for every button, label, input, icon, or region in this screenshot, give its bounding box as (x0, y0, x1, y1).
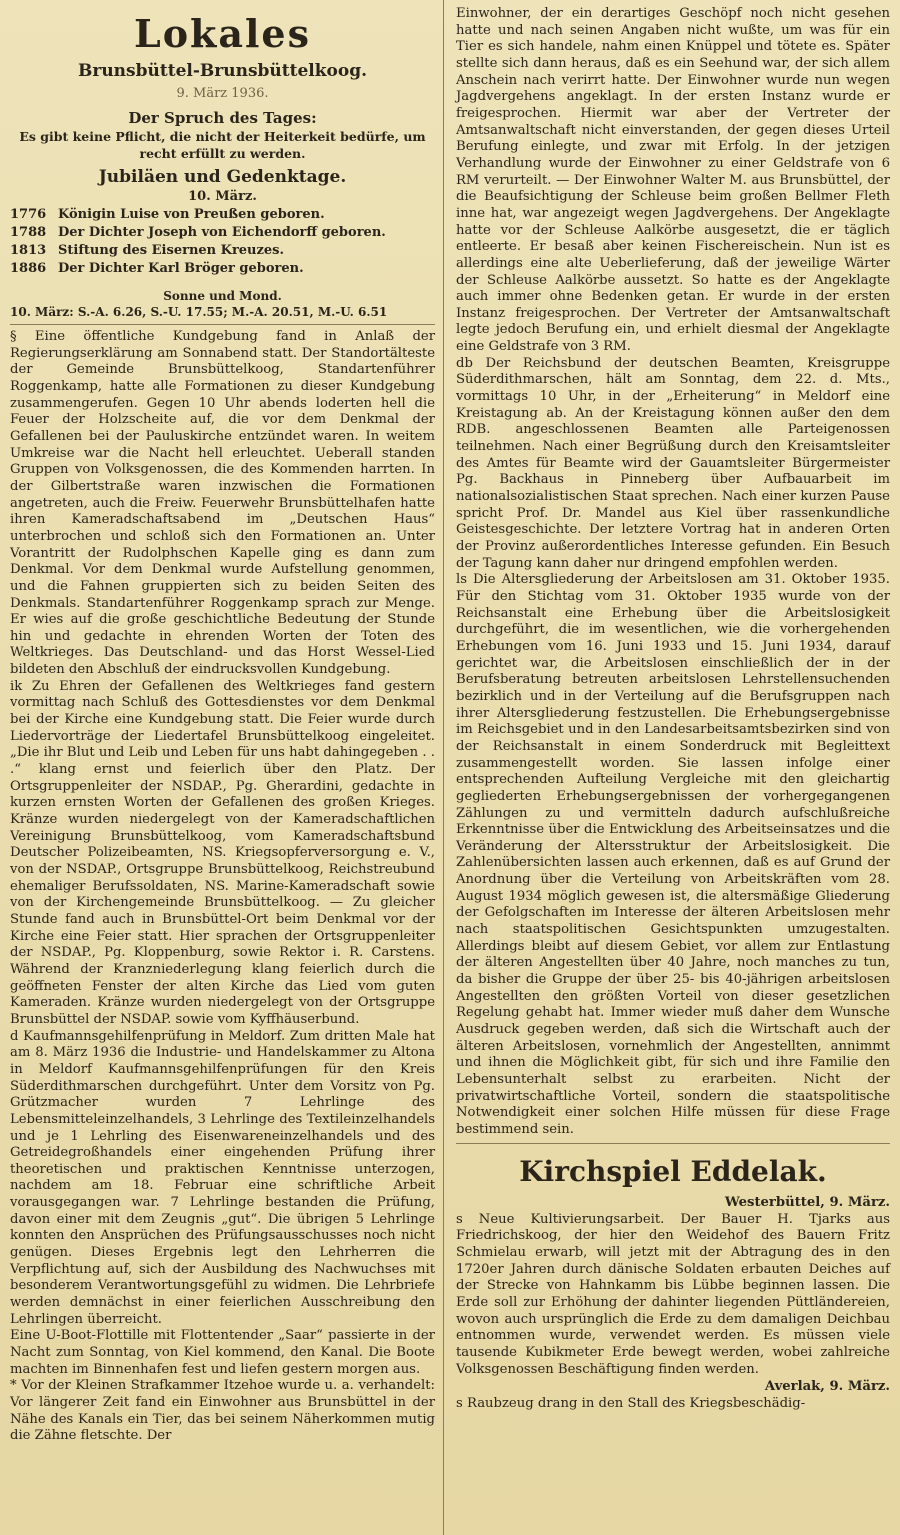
article-paragraph: Eine U-Boot-Flottille mit Flottentender „Saar“ passierte in der Nacht zum Sonntag, von Kiel kommend, den Kanal. Die Boote machten im Binnenhafen fest und liefen gestern morgen aus. (10, 1328, 435, 1377)
article-paragraph: db Der Reichsbund der deutschen Beamten, Kreisgruppe Süderdithmarschen, hält am Sonntag, dem 22. d. Mts., vormittags 10 Uhr, in der „Erheiterung“ in Meldorf eine Kreistagung ab. An der Kreistagung können außer den dem RDB. angeschlossenen Beamten alle Parteigenossen teilnehmen. Nach einer Begrüßung durch den Kreisamtsleiter des Amtes für Beamte wird der Gauamtsleiter Bürgermeister Pg. Backhaus in Pinneberg über Aufbauarbeit im nationalsozialistischen Staat sprechen. Nach einer kurzen Pause spricht Prof. Dr. Mandel aus Kiel über rassenkundliche Geistesgeschichte. Der letztere Vortrag hat in anderen Orten der Provinz außerordentliches Interesse gefunden. Ein Besuch der Tagung kann daher nur dringend empfohlen werden. (456, 355, 890, 571)
section-masthead: Lokales (133, 11, 312, 56)
jubilaeum-text: Der Dichter Joseph von Eichendorff geboren. (58, 225, 386, 240)
spruch-title: Der Spruch des Tages: (128, 109, 317, 127)
eddelak-heading: Kirchspiel Eddelak. (456, 1143, 890, 1194)
jubilaeum-year: 1813 (10, 243, 47, 258)
sonne-mond-title: Sonne und Mond. (163, 289, 282, 303)
jubilaeum-year: 1788 (10, 225, 47, 240)
jubilaeum-text: Der Dichter Karl Bröger geboren. (58, 261, 304, 276)
jubilaeum-year: 1776 (10, 207, 47, 222)
article-paragraph: * Vor der Kleinen Strafkammer Itzehoe wurde u. a. verhandelt: Vor längerer Zeit fand ein Einwohner aus Brunsbüttel in der Nähe des Kanals ein Tier, das bei seinem Näherkommen mutig die Zähne fletschte. Der (10, 1378, 435, 1444)
article-paragraph: ls Die Altersgliederung der Arbeitslosen am 31. Oktober 1935. Für den Stichtag vom 31. Oktober 1935 wurde von der Reichsanstalt eine Erhebung über die Arbeitslosigkeit durchgeführt, die im wesentlichen, wie die vorhergehenden Erhebungen vom 16. Juni 1933 und 15. Juni 1934, darauf gerichtet war, die Arbeitslosen einschließlich der in der Berufsberatung betreuten arbeitslosen Lehrstellensuchenden bezirklich und in der Verteilung auf die Berufsgruppen nach ihrer Altersgliederung festzustellen. Die Erhebungsergebnisse im Reichsgebiet und in den Landesarbeitsamtsbezirken sind von der Reichsanstalt in einem Sonderdruck mit Begleittext zusammengestellt worden. Sie lassen infolge einer entsprechenden Aufteilung Vergleiche mit den gleichartig gegliederten Erhebungsergebnissen der vorhergegangenen Zählungen zu und vermitteln dadurch aufschlußreiche Erkenntnisse über die Entwicklung des Arbeitseinsatzes und die Veränderung der Altersstruktur der Arbeitslosigkeit. Die Zahlenübersichten lassen auch erkennen, daß es auf Grund der Anordnung über die Verteilung von Arbeitskräften vom 28. August 1934 möglich gewesen ist, die altersmäßige Gliederung der Gefolgschaften im Interesse der älteren Arbeitslosen mehr nach staatspolitischen Gesichtspunkten umzugestalten. Allerdings bleibt auf diesem Gebiet, vor allem zur Entlastung der älteren Angestellten über 40 Jahre, noch manches zu tun, da bisher die Gruppe der über 25- bis 40-jährigen arbeitslosen Angestellten den größten Vorteil von dieser gesetzlichen Regelung gehabt hat. Immer wieder muß daher dem Wunsche Ausdruck gegeben werden, daß sich die Wirtschaft auch der älteren Arbeitslosen, vornehmlich der Angestellten, annimmt und ihnen die Möglichkeit gibt, für sich und ihre Familie den Lebensunterhalt selbst zu erarbeiten. Nicht der privatwirtschaftliche Vorteil, sondern die staatspolitische Notwendigkeit einer solchen Hilfe müssen für diese Frage bestimmend sein. (456, 572, 890, 1137)
placeline-westerbuettel: Westerbüttel, 9. März. (724, 1194, 890, 1210)
article-paragraph: s Neue Kultivierungsarbeit. Der Bauer H. Tjarks aus Friedrichskoog, der hier den Weidehof des Bauern Fritz Schmielau erwarb, will jetzt mit der Abtragung des in den 1720er Jahren durch dänische Soldaten erbauten Deiches auf der Strecke von Hahnkamm bis Lübbe beginnen lassen. Die Erde soll zur Erhöhung der dahinter liegenden Püttländereien, wovon auch ursprünglich die Erde zu dem damaligen Deichbau entnommen wurde, verwendet werden. Es müssen viele tausende Kubikmeter Erde bewegt werden, wobei zahlreiche Volksgenossen Beschäftigung finden werden. (456, 1211, 890, 1377)
jubilaeum-text: Königin Luise von Preußen geboren. (58, 207, 325, 222)
jubilaeum-entry (10, 206, 435, 224)
jubilaeum-year: 1886 (10, 261, 47, 276)
spruch-text: Es gibt keine Pflicht, die nicht der Heiterkeit bedürfe, um recht erfüllt zu werden. (19, 129, 426, 161)
jubilaeen-title: Jubiläen und Gedenktage. (98, 167, 347, 187)
jubilaeen-date: 10. März. (188, 189, 257, 204)
section-subhead: Brunsbüttel-Brunsbüttelkoog. (78, 61, 367, 81)
article-paragraph: ik Zu Ehren der Gefallenen des Weltkrieges fand gestern vormittag nach Schluß des Gottesdienstes vor dem Denkmal bei der Kirche eine Kundgebung statt. Die Feier wurde durch Liedervorträge der Liedertafel Brunsbüttelkoog eingeleitet. „Die ihr Blut und Leib und Leben für uns habt dahingegeben . . .“ klang ernst und feierlich über den Platz. Der Ortsgruppenleiter der NSDAP., Pg. Gherardini, gedachte in kurzen ernsten Worten der Gefallenen des großen Krieges. Kränze wurden niedergelegt von der Kameradschaftlichen Vereinigung Brunsbüttelkoog, vom Kameradschaftsbund Deutscher Polizeibeamten, NS. Kriegsopferversorgung e. V., von der NSDAP., Ortsgruppe Brunsbüttelkoog, Reichstreubund ehemaliger Berufssoldaten, NS. Marine-Kameradschaft sowie von der Kirchengemeinde Brunsbüttelkoog. — Zu gleicher Stunde fand auch in Brunsbüttel-Ort beim Denkmal vor der Kirche eine Feier statt. Hier sprachen der Ortsgruppenleiter der NSDAP., Pg. Kloppenburg, sowie Rektor i. R. Carstens. Während der Kranzniederlegung klang feierlich durch die geöffneten Fenster der alten Kirche das Lied vom guten Kameraden. Kränze wurden niedergelegt von der Ortsgruppe Brunsbüttel der NSDAP. sowie vom Kyffhäuserbund. (10, 678, 435, 1027)
jubilaeum-entry (10, 242, 435, 260)
sonne-mond-times: 10. März: S.-A. 6.26, S.-U. 17.55; M.-A. 20.51, M.-U. 6.51 (10, 304, 435, 325)
article-paragraph: Einwohner, der ein derartiges Geschöpf noch nicht gesehen hatte und nach seinen Angaben nicht wußte, um was für ein Tier es sich handele, nahm einen Knüppel und tötete es. Später stellte sich dann heraus, daß es ein Seehund war, der sich allem Anschein nach verirrt hatte. Der Einwohner wurde nun wegen Jagdvergehens angeklagt. In der ersten Instanz wurde er freigesprochen. Hiermit war aber der Vertreter der Amtsanwaltschaft nicht einverstanden, der gegen dieses Urteil Berufung einlegte, und zwar mit Erfolg. In der jetzigen Verhandlung wurde der Einwohner zu einer Geldstrafe von 6 RM verurteilt. — Der Einwohner Walter M. aus Brunsbüttel, der die Beaufsichtigung der Schleuse beim großen Bellmer Fleth inne hat, war angezeigt wegen Jagdvergehens. Der Angeklagte hatte vor der Schleuse Aalkörbe ausgesetzt, die er täglich entleerte. Er besaß aber keinen Fischereischein. Nun ist es allerdings eine alte Ueberlieferung, daß der jeweilige Wärter der Schleuse Aalkörbe aussetzt. So hatte es der Angeklagte auch immer ohne Bedenken getan. Er wurde in der ersten Instanz freigesprochen. Der Vertreter der Amtsanwaltschaft legte jedoch Berufung ein, und erhielt diesmal der Angeklagte eine Geldstrafe von 3 RM. (456, 6, 890, 355)
right-column (446, 0, 900, 1535)
article-paragraph: s Raubzeug drang in den Stall des Kriegsbeschädig- (456, 1396, 806, 1412)
article-paragraph: d Kaufmannsgehilfenprüfung in Meldorf. Zum dritten Male hat am 8. März 1936 die Industrie- und Handelskammer zu Altona in Meldorf Kaufmannsgehilfenprüfungen für den Kreis Süderdithmarschen durchgeführt. Unter dem Vorsitz von Pg. Grützmacher wurden 7 Lehrlinge des Lebensmitteleinzelhandels, 3 Lehrlinge des Textileinzelhandels und je 1 Lehrling des Eisenwareneinzelhandels und des Getreidegroßhandels einer eingehenden Prüfung ihrer theoretischen und praktischen Kenntnisse unterzogen, nachdem am 18. Februar eine schriftliche Arbeit vorausgegangen war. 7 Lehrlinge bestanden die Prüfung, davon einer mit dem Zeugnis „gut“. Die übrigen 5 Lehrlinge konnten den Ansprüchen des Prüfungsausschusses noch nicht genügen. Dieses Ergebnis legt den Lehrherren die Verpflichtung auf, sich der Ausbildung des Nachwuchses mit besonderem Verantwortungsgefühl zu widmen. Die Lehrbriefe werden demnächst in einer feierlichen Ausschreibung den Lehrlingen überreicht. (10, 1028, 435, 1327)
dateline: 9. März 1936. (176, 86, 269, 101)
jubilaeum-entry (10, 224, 435, 242)
left-column (0, 0, 445, 1535)
placeline-averlak: Averlak, 9. März. (764, 1379, 890, 1395)
article-paragraph: § Eine öffentliche Kundgebung fand in Anlaß der Regierungserklärung am Sonnabend statt. Der Standortälteste der Gemeinde Brunsbüttelkoog, Standartenführer Roggenkamp, hatte alle Formationen zu dieser Kundgebung zusammengerufen. Gegen 10 Uhr abends loderten hell die Feuer der Holzscheite auf, die vor dem Denkmal der Gefallenen bei der Pauluskirche entzündet waren. In weitem Umkreise war die Nacht hell erleuchtet. Ueberall standen Gruppen von Volksgenossen, die des Kommenden harrten. In der Gilbertstraße waren inzwischen die Formationen angetreten, auch die Freiw. Feuerwehr Brunsbüttelhafen hatte ihren Kameradschaftsabend im „Deutschen Haus“ unterbrochen und schloß sich den Formationen an. Unter Vorantritt der Rudolphschen Kapelle ging es dann zum Denkmal. Vor dem Denkmal wurde Aufstellung genommen, und die Fahnen gruppierten sich zu beiden Seiten des Denkmals. Standartenführer Roggenkamp sprach zur Menge. Er wies auf die große geschichtliche Bedeutung der Stunde hin und gedachte in ehrenden Worten der Toten des Weltkrieges. Das Deutschland- und das Horst Wessel-Lied bildeten den Abschluß der eindrucksvollen Kundgebung. (10, 329, 435, 678)
jubilaeum-entry (10, 260, 435, 278)
jubilaeum-text: Stiftung des Eisernen Kreuzes. (58, 243, 285, 258)
jubilaeen-list (10, 206, 435, 278)
